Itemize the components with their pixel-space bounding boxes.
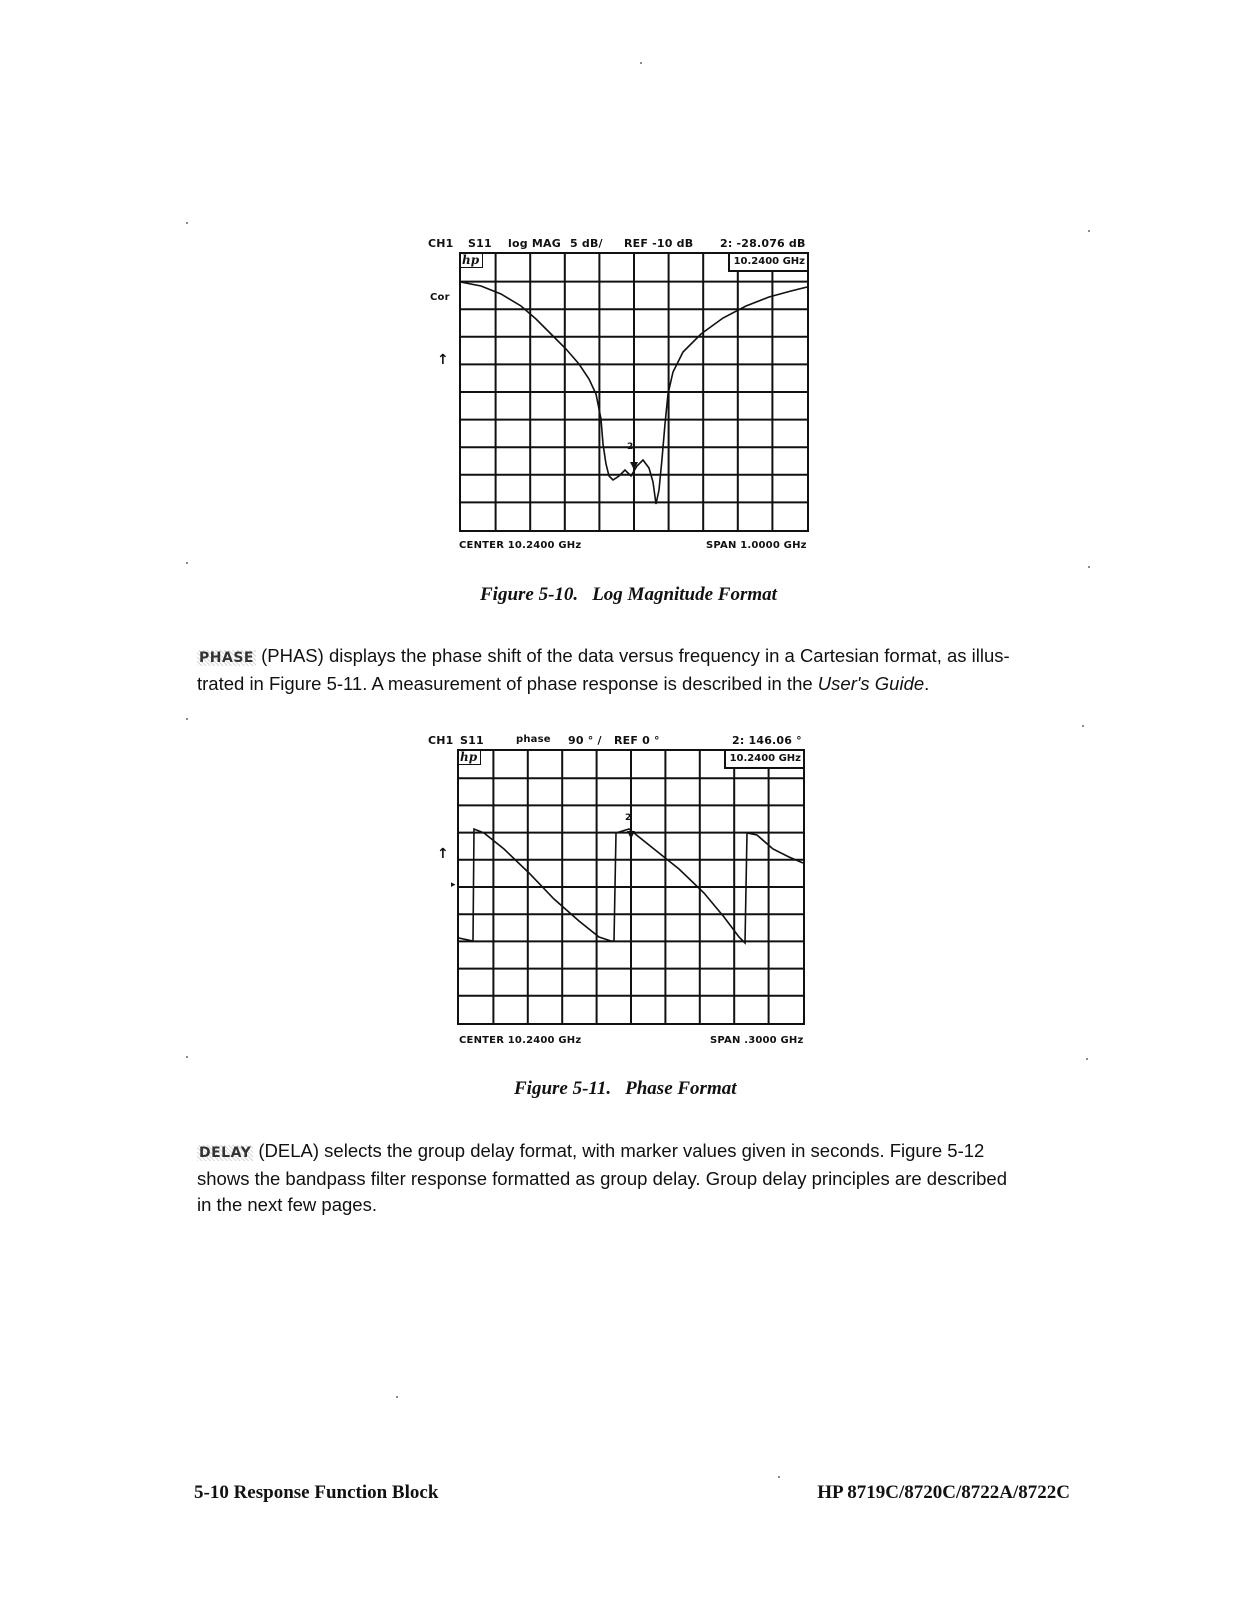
channel-label: CH1 (428, 237, 454, 250)
marker-2-arrow-icon (627, 823, 635, 839)
page-footer-left: 5-10 Response Function Block (194, 1482, 439, 1503)
phase-plot (459, 751, 803, 1023)
scale-label: 90 ° / (568, 734, 602, 747)
center-frequency-label: CENTER 10.2400 GHz (459, 1035, 582, 1046)
marker-number: 2 (627, 442, 634, 452)
marker-frequency-box: 10.2400 GHz (728, 254, 807, 272)
page-footer-right: HP 8719C/8720C/8722A/8722C (817, 1482, 1070, 1503)
span-label: SPAN .3000 GHz (710, 1035, 804, 1046)
scan-speck (1088, 230, 1090, 232)
delay-softkey: DELAY (199, 1145, 252, 1161)
parameter-label: S11 (468, 237, 492, 250)
marker-frequency-box: 10.2400 GHz (724, 751, 803, 769)
scan-speck (1086, 1058, 1088, 1060)
paragraph-text: shows the bandpass filter response formatted as group delay. Group delay principles are described (197, 1168, 1007, 1189)
reference-label: REF -10 dB (624, 237, 694, 250)
caption-title: Phase Format (625, 1078, 737, 1099)
paragraph-text: (DELA) selects the group delay format, with marker values given in seconds. Figure 5-12 (253, 1140, 985, 1161)
format-label: log MAG (508, 237, 561, 250)
scan-speck (778, 1476, 780, 1478)
format-label: phase (516, 734, 551, 745)
paragraph-text: . (924, 673, 930, 694)
scan-speck (186, 718, 188, 720)
marker-number: 2 (625, 813, 632, 823)
scan-speck (186, 222, 188, 224)
hp-logo: hp (459, 751, 481, 765)
correction-indicator: Cor (430, 292, 450, 303)
graticule (461, 254, 807, 530)
figure-caption (514, 1078, 737, 1100)
figure-caption (480, 584, 777, 606)
channel-label: CH1 (428, 734, 454, 747)
reference-arrow-icon: ↑ (437, 352, 449, 368)
parameter-label: S11 (460, 734, 484, 747)
phase-softkey: PHASE (199, 650, 254, 666)
log-mag-grid (459, 252, 809, 532)
span-label: SPAN 1.0000 GHz (706, 540, 807, 551)
paragraph-text: trated in Figure 5-11. A measurement of phase response is described in the (197, 673, 818, 694)
reference-position-pointer: ▸ (451, 880, 456, 890)
caption-label: Figure 5-11. (514, 1078, 612, 1099)
log-mag-plot (461, 254, 807, 530)
caption-title: Log Magnitude Format (592, 584, 777, 605)
users-guide-reference: User's Guide (817, 673, 925, 694)
paragraph-text: (PHAS) displays the phase shift of the data versus frequency in a Cartesian format, as illus- (255, 645, 1010, 666)
marker-readout: 2: 146.06 ° (732, 734, 802, 747)
scan-speck (1088, 566, 1090, 568)
graticule (459, 751, 803, 1023)
scan-speck (640, 62, 642, 64)
caption-label: Figure 5-10. (480, 584, 579, 605)
scale-label: 5 dB/ (570, 237, 603, 250)
phase-description (197, 643, 1077, 697)
reference-label: REF 0 ° (614, 734, 660, 747)
scan-speck (1082, 725, 1084, 727)
hp-logo: hp (461, 254, 483, 268)
center-frequency-label: CENTER 10.2400 GHz (459, 540, 582, 551)
scan-speck (396, 1396, 398, 1398)
reference-arrow-icon: ↑ (437, 846, 449, 862)
marker-readout: 2: -28.076 dB (720, 237, 806, 250)
scan-speck (186, 562, 188, 564)
paragraph-text: in the next few pages. (197, 1194, 377, 1215)
scan-speck (186, 1056, 188, 1058)
phase-grid (457, 749, 805, 1025)
delay-description (197, 1138, 1077, 1218)
